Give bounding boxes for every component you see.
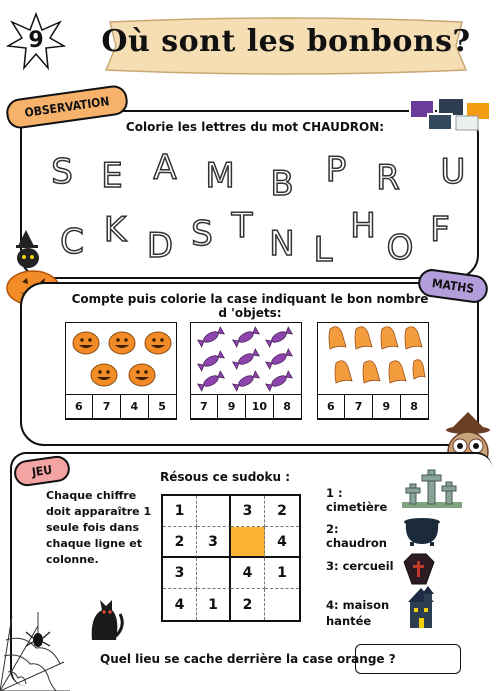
letter-m[interactable]: M (205, 156, 235, 196)
letter-k[interactable]: K (103, 210, 127, 250)
option-cell[interactable]: 9 (218, 395, 246, 419)
black-cat-icon (86, 586, 126, 642)
letter-f[interactable]: F (430, 210, 450, 250)
letter-p[interactable]: P (325, 150, 347, 190)
option-cell[interactable]: 4 (121, 395, 149, 419)
option-cell[interactable]: 10 (246, 395, 274, 419)
answer-options (65, 394, 177, 420)
observation-instruction: Colorie les lettres du mot CHAUDRON: (125, 120, 385, 134)
count-box-pumpkins (65, 322, 177, 419)
sudoku-cell[interactable]: 2 (265, 496, 299, 527)
sudoku-rules: Chaque chiffre doit apparaître 1 seule fois dans chaque ligne et colonne. (46, 489, 152, 566)
sudoku-cell[interactable] (265, 589, 299, 620)
option-cell[interactable]: 7 (345, 395, 373, 419)
letter-o[interactable]: O (386, 228, 414, 268)
sudoku-cell[interactable]: 2 (163, 527, 197, 558)
haunted-house-icon (402, 586, 440, 630)
count-box-ghosts (317, 322, 429, 419)
letter-n[interactable]: N (269, 224, 295, 264)
sudoku-cell[interactable]: 1 (265, 558, 299, 589)
maths-tag: MATHS (416, 267, 489, 304)
option-cell[interactable]: 8 (410, 399, 418, 413)
sudoku-cell[interactable]: 4 (163, 589, 197, 620)
legend-item-3: 3: cercueil (326, 559, 394, 573)
sudoku-cell[interactable]: 3 (197, 527, 231, 558)
sudoku-cell[interactable]: 4 (231, 558, 265, 589)
sudoku-title: Résous ce sudoku : (159, 470, 291, 484)
letter-s2[interactable]: S (191, 214, 213, 254)
letter-e[interactable]: E (101, 156, 123, 196)
option-cell[interactable]: 9 (373, 395, 401, 419)
spider-web-icon (0, 612, 70, 691)
letter-t[interactable]: T (231, 206, 253, 246)
answer-options (190, 394, 302, 420)
sudoku-cell[interactable]: 3 (163, 558, 197, 589)
legend-item-1: 1 : cimetière (326, 486, 388, 514)
letter-h[interactable]: H (350, 206, 376, 246)
option-cell[interactable]: 8 (283, 399, 291, 413)
page-number: 9 (28, 28, 44, 53)
ghost-icon (318, 323, 428, 393)
cauldron-icon (402, 514, 442, 546)
count-box-candies (190, 322, 302, 419)
letter-s[interactable]: S (51, 152, 73, 192)
letter-l[interactable]: L (313, 230, 333, 270)
option-cell[interactable]: 6 (318, 395, 346, 419)
letter-c[interactable]: C (60, 222, 84, 262)
sudoku-cell[interactable]: 1 (197, 589, 231, 620)
final-question: Quel lieu se cache derrière la case orange ? (100, 652, 396, 666)
graveyard-icon (402, 464, 462, 508)
sudoku-cell[interactable]: 4 (265, 527, 299, 558)
coffin-icon (402, 552, 436, 586)
answer-box[interactable] (355, 644, 461, 674)
observation-tag: OBSERVATION (5, 84, 130, 131)
legend-item-2: 2: chaudron (326, 522, 387, 550)
option-cell[interactable]: 5 (158, 399, 166, 413)
jeu-tag: JEU (12, 454, 71, 488)
option-cell[interactable]: 6 (66, 395, 94, 419)
answer-options (317, 394, 429, 420)
candy-icon (191, 323, 301, 393)
sudoku-cell[interactable]: 1 (163, 496, 197, 527)
sudoku-cell[interactable] (197, 558, 231, 589)
option-cell[interactable]: 7 (93, 395, 121, 419)
option-cell[interactable]: 7 (191, 395, 219, 419)
halloween-photos-icon (408, 98, 494, 132)
letter-a[interactable]: A (153, 148, 177, 188)
sudoku-cell[interactable]: 2 (231, 589, 265, 620)
sudoku-cell[interactable] (197, 496, 231, 527)
maths-instruction: Compte puis colorie la case indiquant le bon nombre d 'objets: (71, 292, 429, 320)
page-title: Où sont les bonbons? (101, 24, 471, 59)
letter-r[interactable]: R (376, 158, 400, 198)
sudoku-cell[interactable]: 3 (231, 496, 265, 527)
letter-d[interactable]: D (146, 226, 174, 266)
sudoku-grid (161, 494, 301, 622)
sudoku-orange-cell[interactable] (231, 527, 265, 558)
letter-u[interactable]: U (440, 152, 466, 192)
letter-b[interactable]: B (270, 164, 294, 204)
pumpkin-icon (66, 323, 176, 393)
legend-item-4: 4: maison hantée (326, 598, 390, 628)
